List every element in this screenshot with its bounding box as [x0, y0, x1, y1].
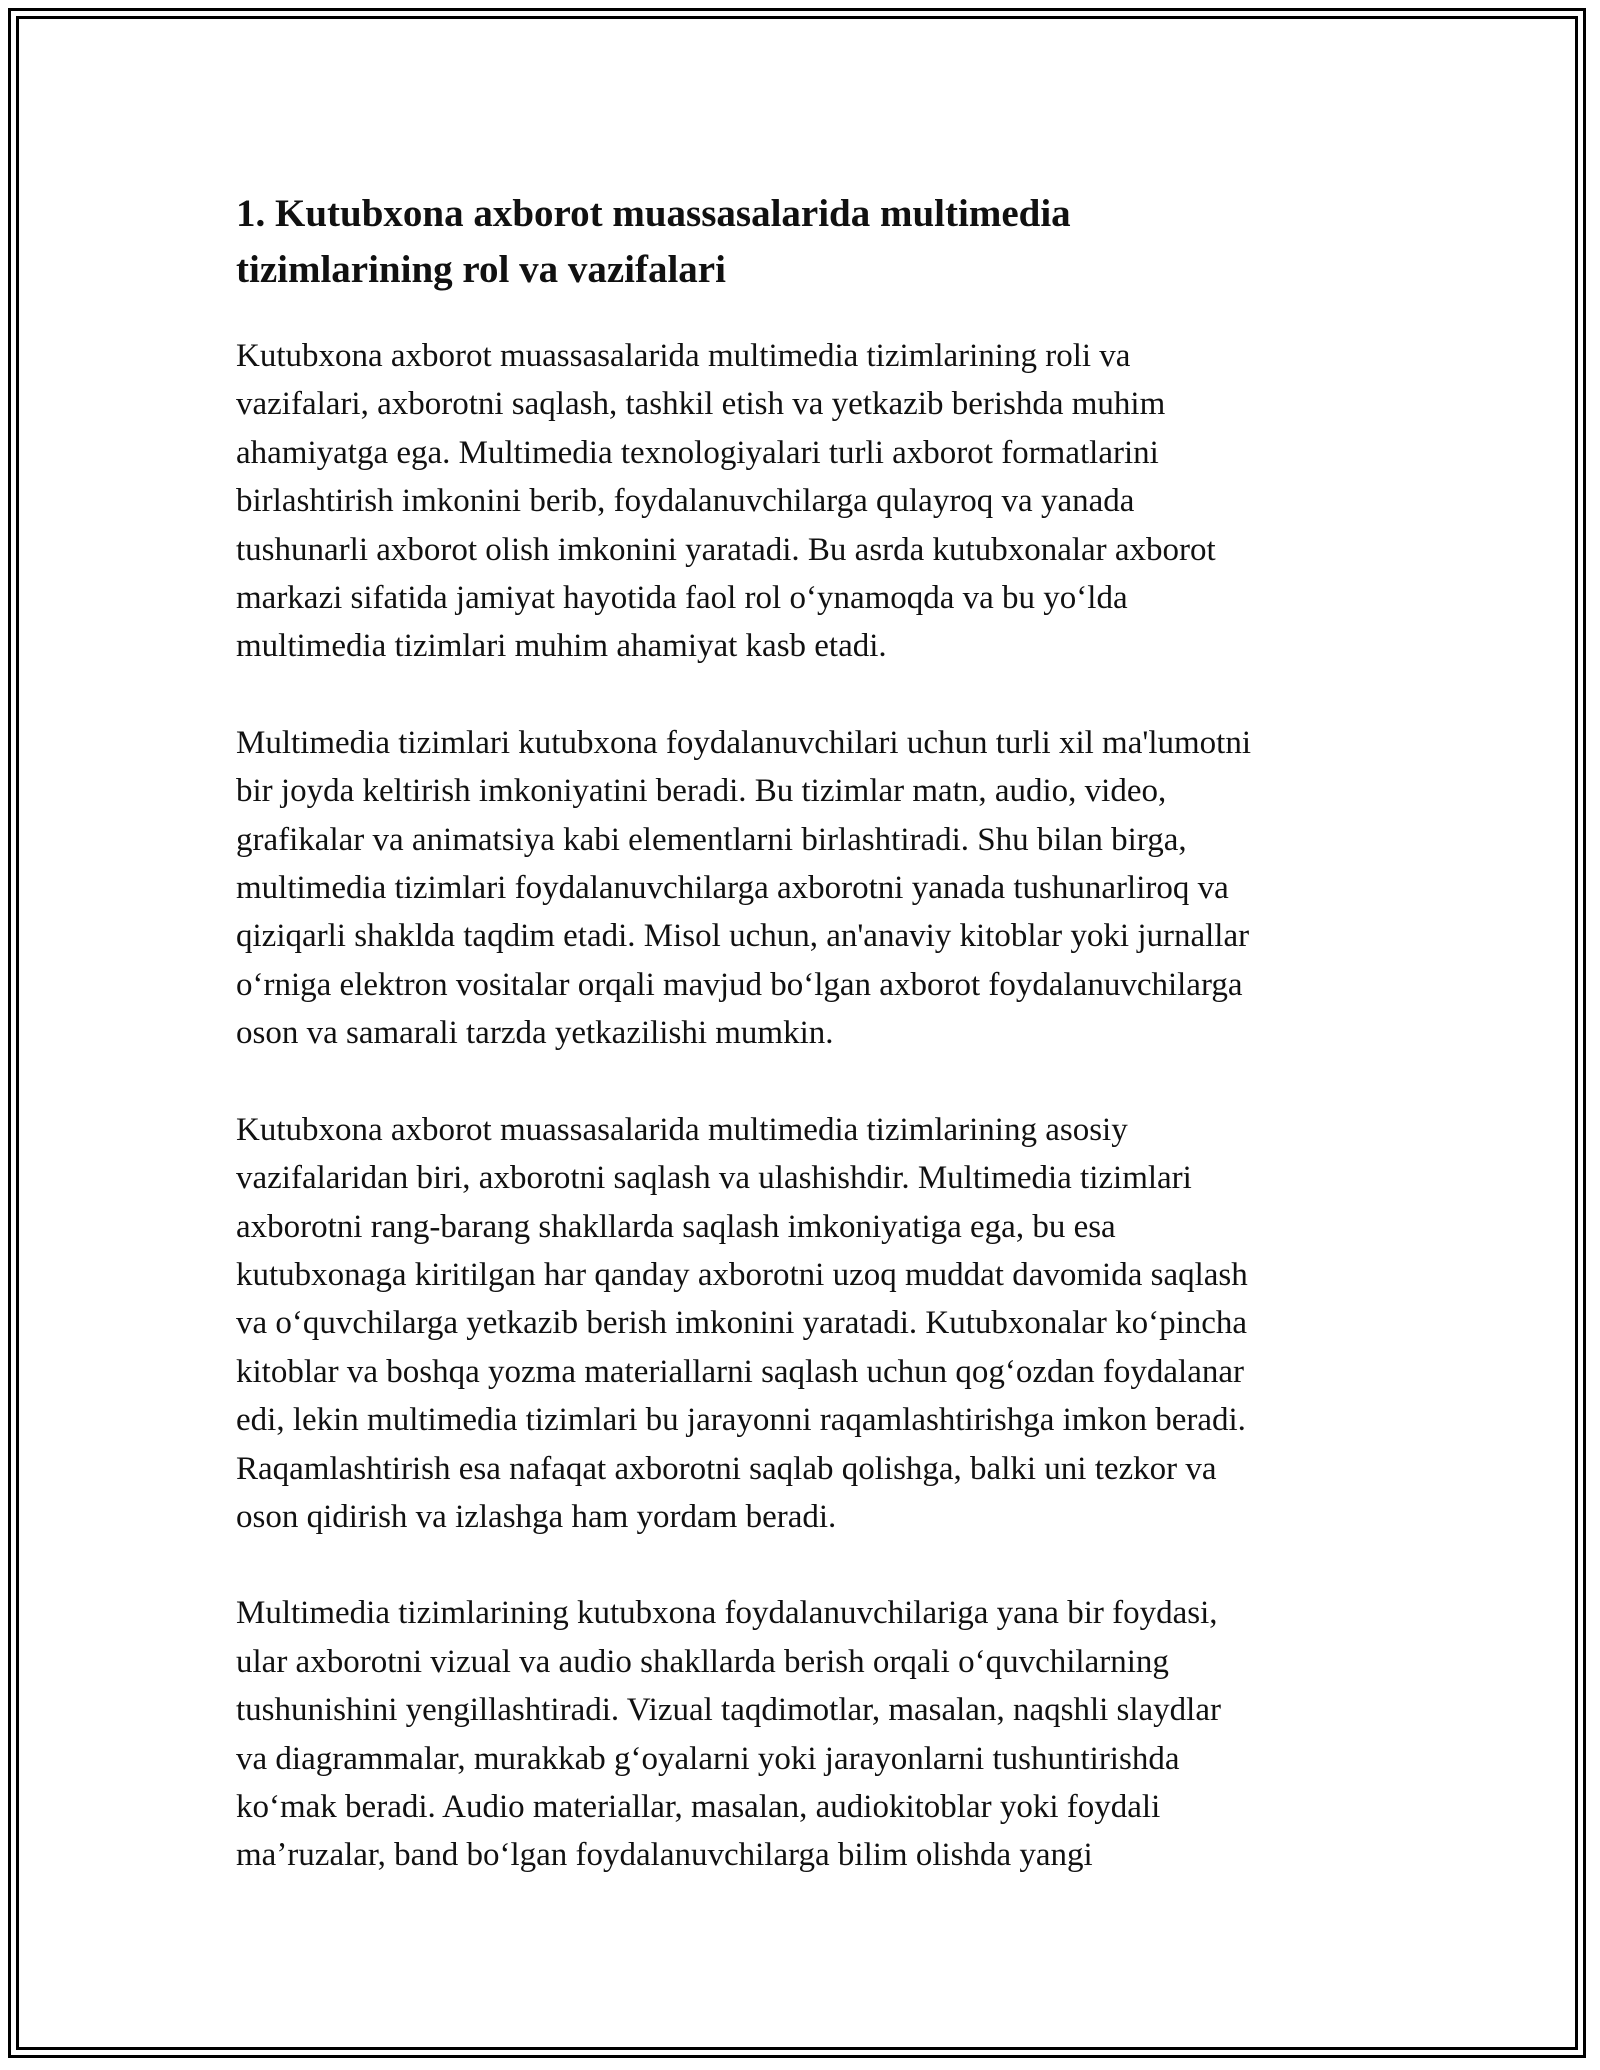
paragraph-2: Multimedia tizimlari kutubxona foydalanuvchilari uchun turli xil ma'lumotni bir joyda keltirish imkoniyatini beradi. Bu tizimlar matn, audio, video, grafikalar va animatsiya kabi elementlarni birlashtiradi. Shu bilan birga, multimedia tizimlari foydalanuvchilarga axborotni yanada tushunarliroq va qiziqarli shaklda taqdim etadi. Misol uchun, an'anaviy kitoblar yoki jurnallar oʻrniga elektron vositalar orqali mavjud boʻlgan axborot foydalanuvchilarga oson va samarali tarzda yetkazilishi mumkin.	[236, 724, 1251, 1052]
paragraph-3: Kutubxona axborot muassasalarida multimedia tizimlarining asosiy vazifalaridan biri, axborotni saqlash va ulashishdir. Multimedia tizimlari axborotni rang-barang shakllarda saqlash imkoniyatiga ega, bu esa kutubxonaga kiritilgan har qanday axborotni uzoq muddat davomida saqlash va oʻquvchilarga yetkazib berish imkonini yaratadi. Kutubxonalar koʻpincha kitoblar va boshqa yozma materiallarni saqlash uchun qogʻozdan foydalanar edi, lekin multimedia tizimlari bu jarayonni raqamlashtirishga imkon beradi. Raqamlashtirish esa nafaqat axborotni saqlab qolishga, balki uni tezkor va oson qidirish va izlashga ham yordam beradi.	[236, 1111, 1248, 1535]
paragraph-1: Kutubxona axborot muassasalarida multimedia tizimlarining roli va vazifalari, axborotni saqlash, tashkil etish va yetkazib berishda muhim ahamiyatga ega. Multimedia texnologiyalari turli axborot formatlarini birlashtirish imkonini berib, foydalanuvchilarga qulayroq va yanada tushunarli axborot olish imkonini yaratadi. Bu asrda kutubxonalar axborot markazi sifatida jamiyat hayotida faol rol oʻynamoqda va bu yoʻlda multimedia tizimlari muhim ahamiyat kasb etadi.	[236, 338, 1216, 665]
document-title: 1. Kutubxona axborot muassasalarida multimedia tizimlarining rol va vazifalari	[236, 192, 1071, 291]
paragraph-4: Multimedia tizimlarining kutubxona foydalanuvchilariga yana bir foydasi, ular axborotni vizual va audio shakllarda berish orqali oʻquvchilarning tushunishini yengillashtiradi. Vizual taqdimotlar, masalan, naqshli slaydlar va diagrammalar, murakkab gʻoyalarni yoki jarayonlarni tushuntirishda koʻmak beradi. Audio materiallar, masalan, audiokitoblar yoki foydali maʼruzalar, band boʻlgan foydalanuvchilarga bilim olishda yangi	[236, 1595, 1221, 1874]
document-body	[236, 186, 1376, 1928]
